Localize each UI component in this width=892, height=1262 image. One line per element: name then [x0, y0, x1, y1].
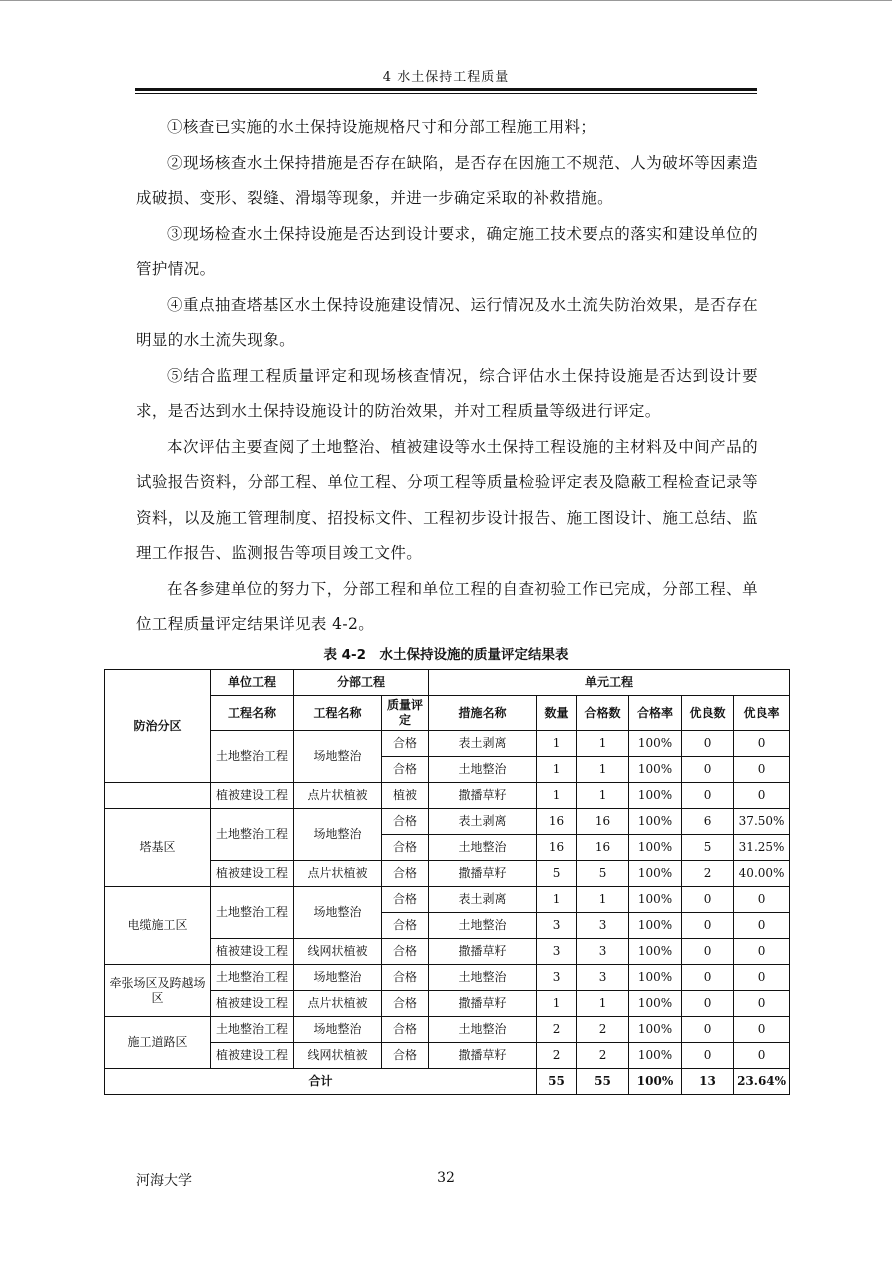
- cell-zone: [105, 783, 211, 809]
- cell-rate: 100%: [629, 731, 682, 757]
- cell-zone: 牵张场区及跨越场区: [105, 965, 211, 1017]
- cell-count: 1: [537, 991, 577, 1017]
- paragraph-4: ④重点抽查塔基区水土保持设施建设情况、运行情况及水土流失防治效果，是否存在明显的水土流失现象。: [136, 295, 758, 349]
- cell-excellent-rate: 0: [734, 783, 790, 809]
- cell-excellent: 5: [682, 835, 734, 861]
- cell-quality: 合格: [382, 861, 429, 887]
- cell-count: 1: [537, 731, 577, 757]
- table-row: [105, 887, 790, 913]
- header-measure: 措施名称: [429, 696, 537, 731]
- cell-measure: 表土剥离: [429, 887, 537, 913]
- cell-rate: 100%: [629, 991, 682, 1017]
- cell-count: 2: [537, 1017, 577, 1043]
- cell-quality: 合格: [382, 913, 429, 939]
- cell-excellent: 0: [682, 965, 734, 991]
- cell-unit: 植被建设工程: [211, 783, 294, 809]
- cell-rate: 100%: [629, 809, 682, 835]
- total-rate: 100%: [629, 1069, 682, 1095]
- cell-rate: 100%: [629, 835, 682, 861]
- cell-unit: 土地整治工程: [211, 887, 294, 939]
- cell-qualified: 1: [577, 757, 629, 783]
- cell-excellent: 0: [682, 887, 734, 913]
- footer-university: 河海大学: [136, 1173, 192, 1189]
- table-row: [105, 809, 790, 835]
- total-count: 55: [537, 1069, 577, 1095]
- cell-rate: 100%: [629, 1043, 682, 1069]
- cell-count: 3: [537, 939, 577, 965]
- table-header-row-1: [105, 670, 790, 696]
- header-zone: 防治分区: [105, 670, 211, 783]
- running-header: 4 水土保持工程质量: [382, 70, 510, 85]
- cell-excellent: 0: [682, 757, 734, 783]
- table-total-row: [105, 1069, 790, 1095]
- cell-unit: 植被建设工程: [211, 1043, 294, 1069]
- cell-sub: 点片状植被: [294, 991, 382, 1017]
- header-excellent: 优良数: [682, 696, 734, 731]
- header-qualified: 合格数: [577, 696, 629, 731]
- cell-excellent-rate: 40.00%: [734, 861, 790, 887]
- cell-zone: 塔基区: [105, 809, 211, 887]
- header-project-name: 工程名称: [211, 696, 294, 731]
- cell-sub: 点片状植被: [294, 783, 382, 809]
- cell-excellent-rate: 0: [734, 887, 790, 913]
- cell-unit: 植被建设工程: [211, 991, 294, 1017]
- header-sub-name: 工程名称: [294, 696, 382, 731]
- cell-unit: 土地整治工程: [211, 965, 294, 991]
- cell-measure: 土地整治: [429, 1017, 537, 1043]
- cell-count: 2: [537, 1043, 577, 1069]
- paragraph-5: ⑤结合监理工程质量评定和现场核查情况，综合评估水土保持设施是否达到设计要求，是否达到水土保持设施设计的防治效果，并对工程质量等级进行评定。: [136, 366, 758, 420]
- cell-qualified: 3: [577, 939, 629, 965]
- cell-rate: 100%: [629, 939, 682, 965]
- header-excellent-rate: 优良率: [734, 696, 790, 731]
- cell-excellent-rate: 31.25%: [734, 835, 790, 861]
- cell-quality: 合格: [382, 991, 429, 1017]
- cell-excellent-rate: 0: [734, 757, 790, 783]
- cell-quality: 合格: [382, 939, 429, 965]
- cell-qualified: 1: [577, 783, 629, 809]
- cell-rate: 100%: [629, 887, 682, 913]
- cell-quality: 合格: [382, 1017, 429, 1043]
- header-rule-thin: [135, 93, 757, 94]
- cell-measure: 撒播草籽: [429, 1043, 537, 1069]
- cell-measure: 表土剥离: [429, 809, 537, 835]
- cell-excellent-rate: 0: [734, 991, 790, 1017]
- cell-excellent: 0: [682, 939, 734, 965]
- paragraph-6: 本次评估主要查阅了土地整治、植被建设等水土保持工程设施的主材料及中间产品的试验报告资料，分部工程、单位工程、分项工程等质量检验评定表及隐蔽工程检查记录等资料，以及施工管理制度、招投标文件、工程初步设计报告、施工图设计、施工总结、监理工作报告、监测报告等项目竣工文件。: [136, 437, 758, 562]
- cell-quality: 合格: [382, 965, 429, 991]
- cell-excellent: 0: [682, 1043, 734, 1069]
- cell-sub: 场地整治: [294, 1017, 382, 1043]
- cell-measure: 土地整治: [429, 965, 537, 991]
- cell-excellent-rate: 0: [734, 1043, 790, 1069]
- cell-sub: 场地整治: [294, 887, 382, 939]
- cell-rate: 100%: [629, 757, 682, 783]
- cell-qualified: 16: [577, 809, 629, 835]
- cell-unit: 植被建设工程: [211, 939, 294, 965]
- cell-measure: 土地整治: [429, 913, 537, 939]
- quality-assessment-table: [104, 669, 790, 1095]
- cell-excellent: 0: [682, 913, 734, 939]
- cell-measure: 撒播草籽: [429, 991, 537, 1017]
- cell-count: 3: [537, 965, 577, 991]
- cell-excellent-rate: 0: [734, 913, 790, 939]
- cell-excellent: 0: [682, 991, 734, 1017]
- table-row: [105, 783, 790, 809]
- cell-count: 1: [537, 783, 577, 809]
- cell-unit: 植被建设工程: [211, 861, 294, 887]
- paragraph-2: ②现场核查水土保持措施是否存在缺陷，是否存在因施工不规范、人为破坏等因素造成破损、变形、裂缝、滑塌等现象，并进一步确定采取的补救措施。: [136, 153, 758, 207]
- cell-sub: 线网状植被: [294, 939, 382, 965]
- body-text: [136, 110, 758, 643]
- cell-sub: 场地整治: [294, 965, 382, 991]
- top-border-line: [0, 0, 892, 1]
- cell-quality: 合格: [382, 835, 429, 861]
- cell-excellent-rate: 37.50%: [734, 809, 790, 835]
- cell-excellent: 0: [682, 783, 734, 809]
- cell-excellent-rate: 0: [734, 731, 790, 757]
- cell-quality: 合格: [382, 1043, 429, 1069]
- cell-zone: 施工道路区: [105, 1017, 211, 1069]
- table-caption: 表 4-2 水土保持设施的质量评定结果表: [323, 647, 569, 663]
- cell-zone: 电缆施工区: [105, 887, 211, 965]
- cell-rate: 100%: [629, 965, 682, 991]
- cell-rate: 100%: [629, 913, 682, 939]
- cell-quality: 合格: [382, 809, 429, 835]
- cell-count: 1: [537, 887, 577, 913]
- paragraph-3: ③现场检查水土保持设施是否达到设计要求，确定施工技术要点的落实和建设单位的管护情况。: [136, 224, 758, 278]
- cell-excellent: 0: [682, 1017, 734, 1043]
- cell-measure: 土地整治: [429, 835, 537, 861]
- cell-qualified: 2: [577, 1017, 629, 1043]
- header-qualified-rate: 合格率: [629, 696, 682, 731]
- cell-qualified: 1: [577, 991, 629, 1017]
- cell-rate: 100%: [629, 861, 682, 887]
- cell-qualified: 1: [577, 887, 629, 913]
- total-excellent: 13: [682, 1069, 734, 1095]
- cell-measure: 土地整治: [429, 757, 537, 783]
- cell-quality: 合格: [382, 757, 429, 783]
- cell-count: 5: [537, 861, 577, 887]
- cell-excellent-rate: 0: [734, 1017, 790, 1043]
- cell-unit: 土地整治工程: [211, 731, 294, 783]
- header-unit-project: 单位工程: [211, 670, 294, 696]
- total-excellent-rate: 23.64%: [734, 1069, 790, 1095]
- header-sub-project: 分部工程: [294, 670, 429, 696]
- cell-count: 1: [537, 757, 577, 783]
- cell-excellent-rate: 0: [734, 939, 790, 965]
- header-element-project: 单元工程: [429, 670, 790, 696]
- cell-sub: 场地整治: [294, 809, 382, 861]
- cell-count: 16: [537, 809, 577, 835]
- table-row: [105, 965, 790, 991]
- cell-excellent: 2: [682, 861, 734, 887]
- cell-count: 3: [537, 913, 577, 939]
- table-row: [105, 1017, 790, 1043]
- cell-qualified: 3: [577, 913, 629, 939]
- cell-rate: 100%: [629, 783, 682, 809]
- cell-qualified: 5: [577, 861, 629, 887]
- header-count: 数量: [537, 696, 577, 731]
- cell-rate: 100%: [629, 1017, 682, 1043]
- cell-quality: 植被: [382, 783, 429, 809]
- cell-measure: 表土剥离: [429, 731, 537, 757]
- total-label: 合计: [105, 1069, 537, 1095]
- cell-quality: 合格: [382, 887, 429, 913]
- paragraph-1: ①核查已实施的水土保持设施规格尺寸和分部工程施工用料；: [167, 118, 597, 136]
- header-quality: 质量评定: [382, 696, 429, 731]
- cell-qualified: 3: [577, 965, 629, 991]
- cell-count: 16: [537, 835, 577, 861]
- cell-excellent-rate: 0: [734, 965, 790, 991]
- cell-sub: 线网状植被: [294, 1043, 382, 1069]
- total-qualified: 55: [577, 1069, 629, 1095]
- cell-measure: 撒播草籽: [429, 783, 537, 809]
- page-number: 32: [437, 1170, 455, 1186]
- cell-qualified: 16: [577, 835, 629, 861]
- cell-excellent: 6: [682, 809, 734, 835]
- cell-sub: 场地整治: [294, 731, 382, 783]
- cell-qualified: 2: [577, 1043, 629, 1069]
- paragraph-7: 在各参建单位的努力下，分部工程和单位工程的自查初验工作已完成，分部工程、单位工程质量评定结果详见表 4-2。: [136, 579, 758, 633]
- cell-sub: 点片状植被: [294, 861, 382, 887]
- cell-unit: 土地整治工程: [211, 809, 294, 861]
- cell-qualified: 1: [577, 731, 629, 757]
- cell-measure: 撒播草籽: [429, 861, 537, 887]
- cell-quality: 合格: [382, 731, 429, 757]
- header-rule-thick: [135, 88, 757, 91]
- cell-measure: 撒播草籽: [429, 939, 537, 965]
- cell-unit: 土地整治工程: [211, 1017, 294, 1043]
- cell-excellent: 0: [682, 731, 734, 757]
